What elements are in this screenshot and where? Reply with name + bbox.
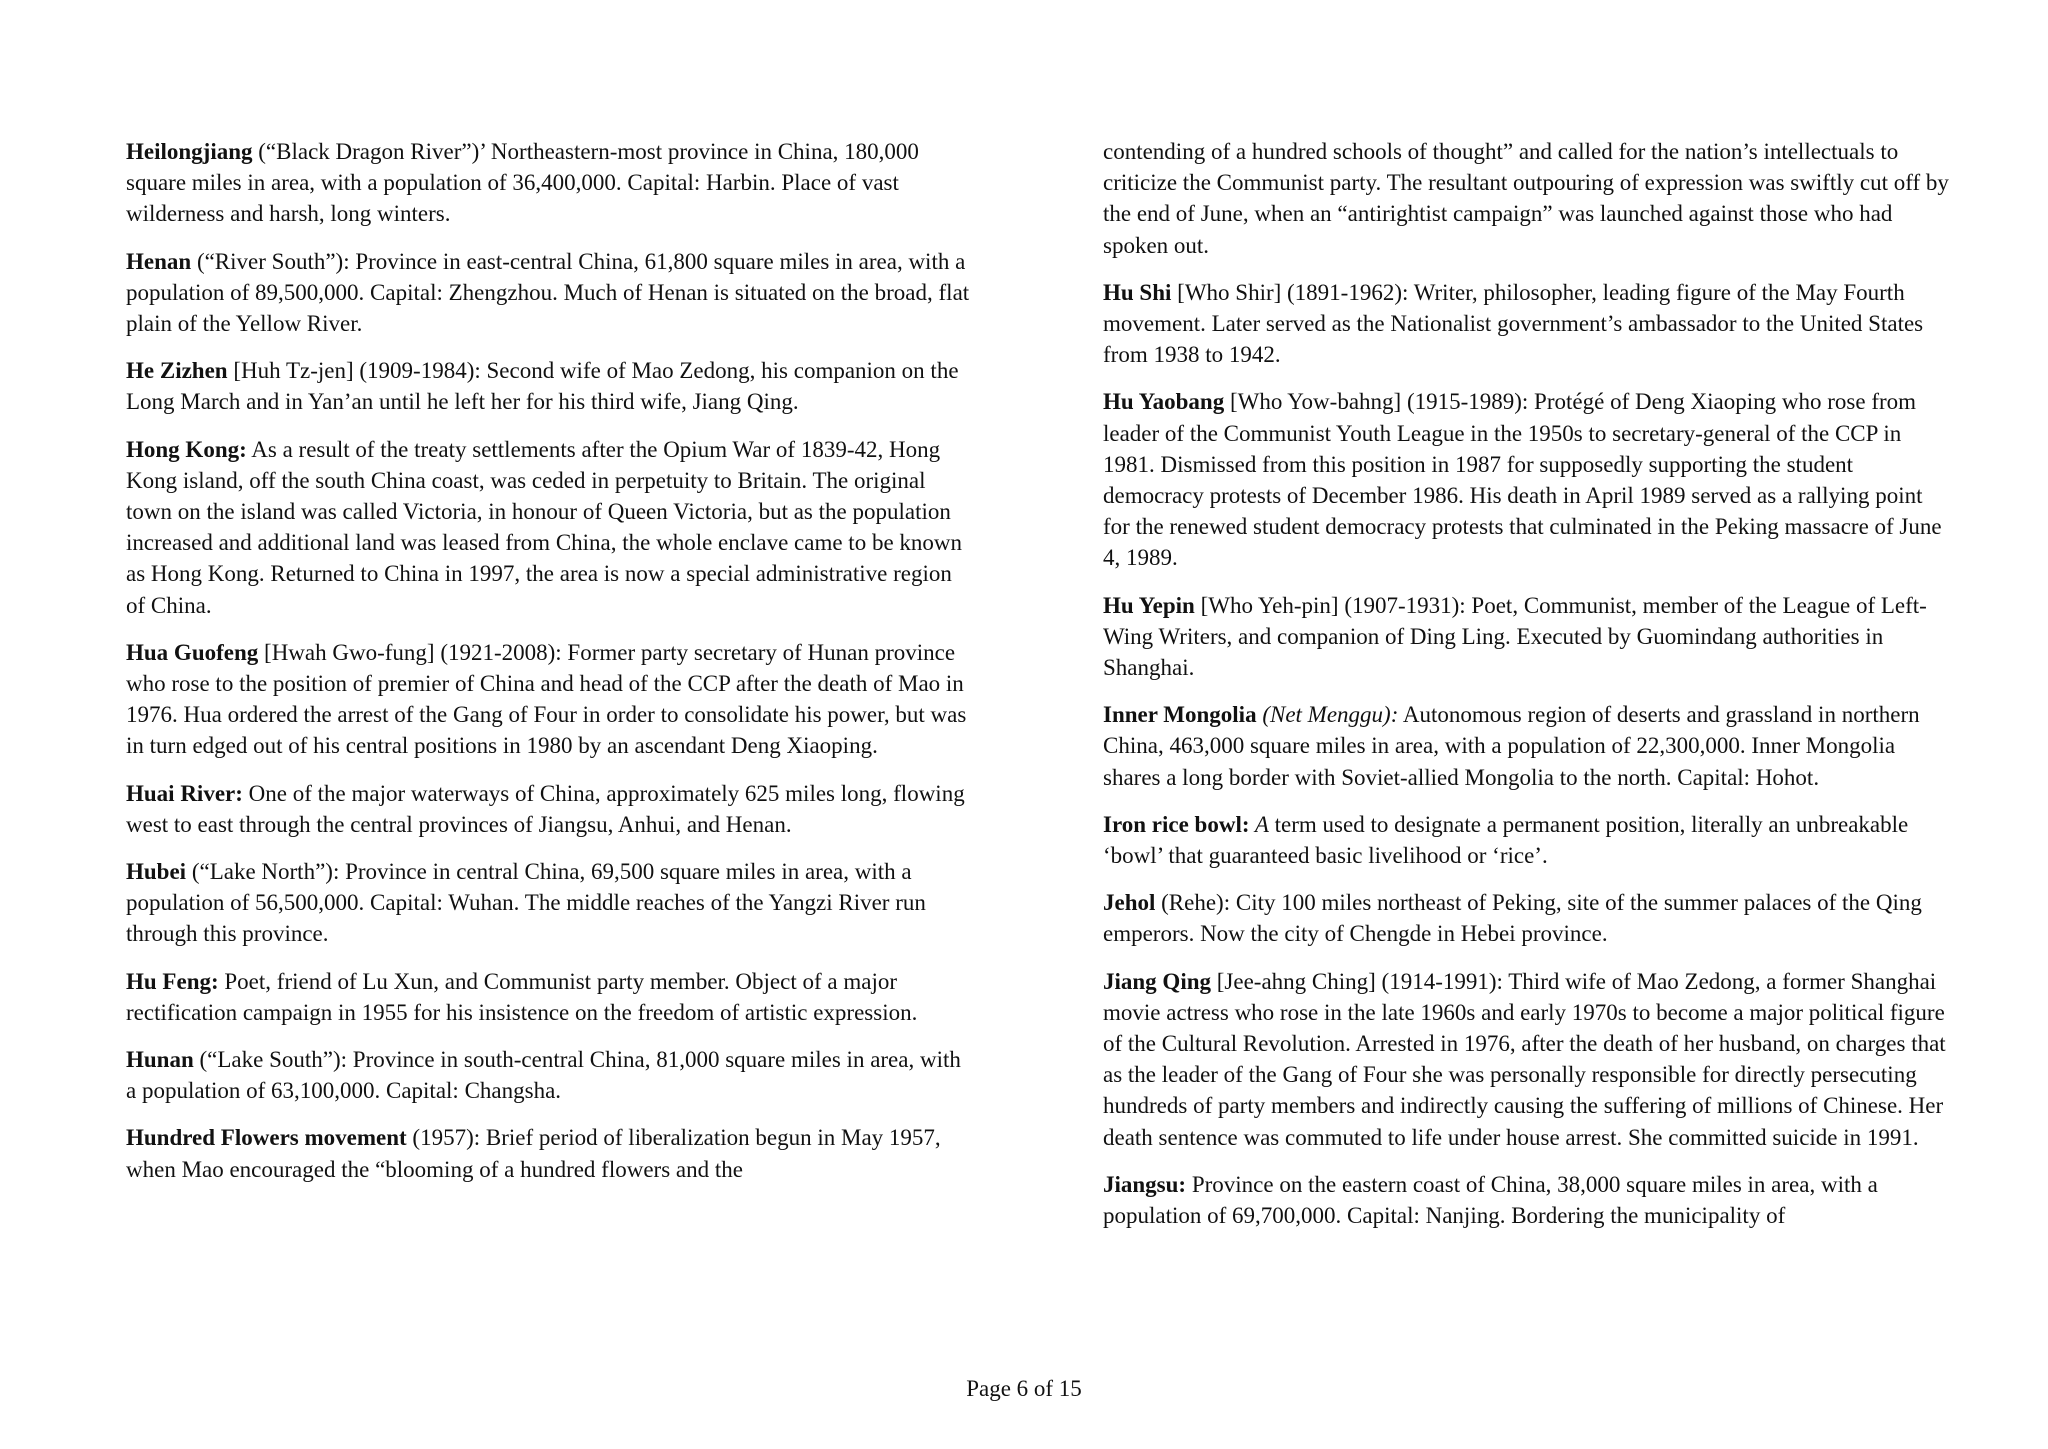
glossary-entry-hu-yepin <box>1103 590 1953 684</box>
left-column <box>126 136 974 1201</box>
entry-text: [Hwah Gwo-fung] (1921-2008): Former party secretary of Hunan province who rose to the position of premier of China and head of the CCP after the death of Mao in 1976. Hua ordered the arrest of the Gang of Four in order to consolidate his power, but was in turn edged out of his central positions in 1980 by an ascendant Deng Xiaoping. <box>126 639 967 759</box>
entry-term: He Zizhen <box>126 358 228 384</box>
entry-term: Henan <box>126 248 192 274</box>
entry-text: Poet, friend of Lu Xun, and Communist party member. Object of a major rectification campaign in 1955 for his insistence on the freedom of artistic expression. <box>126 968 918 1025</box>
entry-italic: (Net Menggu): <box>1256 702 1399 728</box>
glossary-entry-hong-kong <box>126 434 974 621</box>
glossary-entry-hunan <box>126 1044 974 1106</box>
glossary-entry-heilongjiang <box>126 136 974 230</box>
entry-term: Jehol <box>1103 890 1156 916</box>
entry-term: Hundred Flowers movement <box>126 1125 407 1151</box>
entry-term: Jiang Qing <box>1103 968 1212 994</box>
entry-text: contending of a hundred schools of thought” and called for the nation’s intellectuals to criticize the Communist party. The resultant outpouring of expression was swiftly cut off by the end of June, when an “antirightist campaign” was launched against those who had spoken out. <box>1103 139 1949 258</box>
right-column <box>1103 136 1953 1247</box>
glossary-entry-jiang-qing <box>1103 966 1953 1153</box>
entry-term: Inner Mongolia <box>1103 702 1257 728</box>
glossary-entry-jehol <box>1103 887 1953 949</box>
entry-term: Hua Guofeng <box>126 639 259 665</box>
entry-term: Hu Shi <box>1103 279 1172 305</box>
entry-text: Autonomous region of deserts and grassland in northern China, 463,000 square miles in area, with a population of 22,300,000. Inner Mongolia shares a long border with Soviet-allied Mongolia to the north. Capital: Hohot. <box>1103 702 1920 790</box>
glossary-entry-hubei <box>126 856 974 950</box>
entry-text: (“River South”): Province in east-central China, 61,800 square miles in area, with a population of 89,500,000. Capital: Zhengzhou. Much of Henan is situated on the broad, flat plain of the Yellow River. <box>126 248 970 337</box>
glossary-entry-jiangsu <box>1103 1169 1953 1231</box>
entry-text: [Who Yow-bahng] (1915-1989): Protégé of Deng Xiaoping who rose from leader of the Communist Youth League in the 1950s to secretary-general of the CCP in 1981. Dismissed from this position in 1987 for supposedly supporting the student democracy protests of December 1986. His death in April 1989 served as a rallying point for the renewed student democracy protests that culminated in the Peking massacre of June 4, 1989. <box>1103 389 1942 571</box>
glossary-entry-iron-rice-bowl <box>1103 809 1953 871</box>
glossary-entry-hu-shi <box>1103 277 1953 371</box>
glossary-entry-hundred-flowers <box>126 1122 974 1184</box>
glossary-entry-hu-yaobang <box>1103 386 1953 573</box>
entry-text: (“Lake South”): Province in south-central China, 81,000 square miles in area, with a population of 63,100,000. Capital: Changsha. <box>126 1047 961 1104</box>
entry-term: Huai River: <box>126 780 243 806</box>
glossary-entry-inner-mongolia <box>1103 699 1953 793</box>
entry-term: Hong Kong: <box>126 436 247 462</box>
entry-italic: A <box>1249 811 1269 837</box>
entry-text: [Who Yeh-pin] (1907-1931): Poet, Communist, member of the League of Left-Wing Writers, and companion of Ding Ling. Executed by Guomindang authorities in Shanghai. <box>1103 592 1927 681</box>
entry-term: Hu Feng: <box>126 968 219 994</box>
entry-term: Hu Yepin <box>1103 592 1195 618</box>
glossary-entry-continuation <box>1103 136 1953 261</box>
entry-text: Province on the eastern coast of China, 38,000 square miles in area, with a population of 69,700,000. Capital: Nanjing. Bordering the municipality of <box>1103 1171 1878 1229</box>
entry-text: (“Black Dragon River”)’ Northeastern-most province in China, 180,000 square miles in area, with a population of 36,400,000. Capital: Harbin. Place of vast wilderness and harsh, long winters. <box>126 139 919 227</box>
glossary-entry-he-zizhen <box>126 355 974 417</box>
entry-term: Iron rice bowl: <box>1103 811 1250 837</box>
entry-text: [Jee-ahng Ching] (1914-1991): Third wife of Mao Zedong, a former Shanghai movie actress who rose in the late 1960s and early 1970s to become a major political figure of the Cultural Revolution. Arrested in 1976, after the death of her husband, on charges that as the leader of the Gang of Four she was personally responsible for directly persecuting hundreds of party members and indirectly causing the suffering of millions of Chinese. Her death sentence was commuted to life under house arrest. She committed suicide in 1991. <box>1103 968 1946 1150</box>
entry-term: Heilongjiang <box>126 139 253 164</box>
entry-term: Jiangsu: <box>1103 1171 1187 1197</box>
entry-term: Hubei <box>126 859 187 885</box>
entry-text: (Rehe): City 100 miles northeast of Peking, site of the summer palaces of the Qing emperors. Now the city of Chengde in Hebei province. <box>1103 890 1922 947</box>
entry-term: Hu Yaobang <box>1103 389 1225 415</box>
glossary-entry-henan <box>126 246 974 340</box>
glossary-entry-hua-guofeng <box>126 637 974 762</box>
glossary-entry-huai-river <box>126 778 974 840</box>
entry-text: term used to designate a permanent position, literally an unbreakable ‘bowl’ that guaranteed basic livelihood or ‘rice’. <box>1103 811 1909 869</box>
entry-text: One of the major waterways of China, approximately 625 miles long, flowing west to east through the central provinces of Jiangsu, Anhui, and Henan. <box>126 780 965 837</box>
entry-text: (1957): Brief period of liberalization begun in May 1957, when Mao encouraged the “blooming of a hundred flowers and the <box>126 1125 941 1182</box>
entry-term: Hunan <box>126 1047 194 1073</box>
entry-text: (“Lake North”): Province in central China, 69,500 square miles in area, with a population of 56,500,000. Capital: Wuhan. The middle reaches of the Yangzi River run through this province. <box>126 859 926 947</box>
entry-text: [Who Shir] (1891-1962): Writer, philosopher, leading figure of the May Fourth movement. Later served as the Nationalist government’s ambassador to the United States from 1938 to 1942. <box>1103 279 1924 368</box>
entry-text: As a result of the treaty settlements after the Opium War of 1839-42, Hong Kong island, off the south China coast, was ceded in perpetuity to Britain. The original town on the island was called Victoria, in honour of Queen Victoria, but as the population increased and additional land was leased from China, the whole enclave came to be known as Hong Kong. Returned to China in 1997, the area is now a special administrative region of China. <box>126 436 963 618</box>
entry-text: [Huh Tz-jen] (1909-1984): Second wife of Mao Zedong, his companion on the Long March and in Yan’an until he left her for his third wife, Jiang Qing. <box>126 358 959 415</box>
page-number: Page 6 of 15 <box>966 1376 1082 1401</box>
glossary-entry-hu-feng <box>126 966 974 1028</box>
